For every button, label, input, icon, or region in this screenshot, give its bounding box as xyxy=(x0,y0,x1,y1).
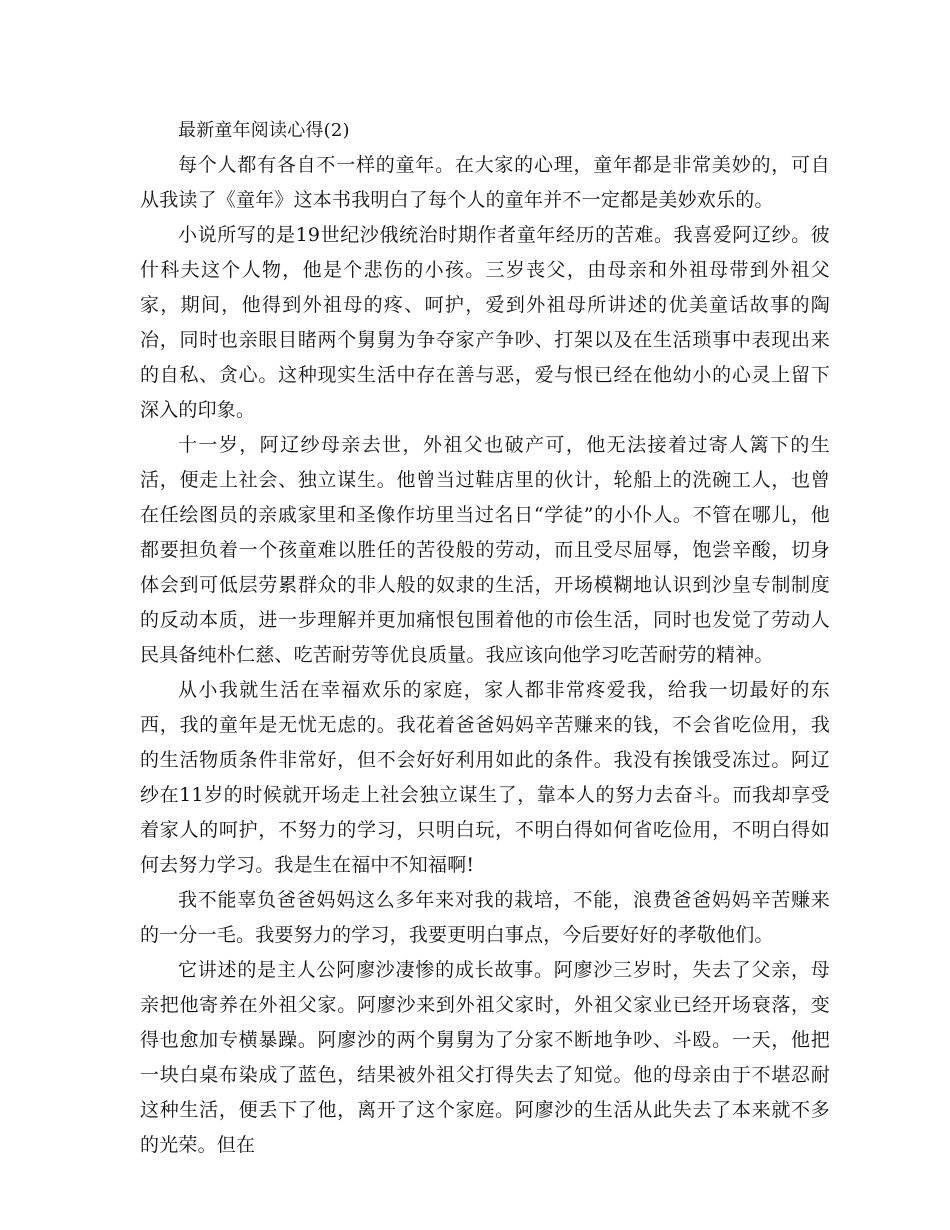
paragraph-4: 从小我就生活在幸福欢乐的家庭，家人都非常疼爱我，给我一切最好的东西，我的童年是无忧无虑的。我花着爸爸妈妈辛苦赚来的钱，不会省吃俭用，我的生活物质条件非常好，但不会好好利用如此的条件。我没有挨饿受冻过。阿辽纱在11岁的时候就开场走上社会独立谋生了，靠本人的努力去奋斗。而我却享受着家人的呵护，不努力的学习，只明白玩，不明白得如何省吃俭用，不明白得如何去努力学习。我是生在福中不知福啊! xyxy=(140,679,830,876)
paragraph-5: 我不能辜负爸爸妈妈这么多年来对我的栽培，不能，浪费爸爸妈妈辛苦赚来的一分一毛。我要努力的学习，我要更明白事点，今后要好好的孝敬他们。 xyxy=(140,889,830,946)
paragraph-1: 每个人都有各自不一样的童年。在大家的心理，童年都是非常美妙的，可自从我读了《童年》这本书我明白了每个人的童年并不一定都是美妙欢乐的。 xyxy=(140,154,830,211)
paragraph-6: 它讲述的是主人公阿廖沙凄惨的成长故事。阿廖沙三岁时，失去了父亲，母亲把他寄养在外祖父家。阿廖沙来到外祖父家时，外祖父家业已经开场衰落，变得也愈加专横暴躁。阿廖沙的两个舅舅为了分家不断地争吵、斗殴。一天，他把一块白桌布染成了蓝色，结果被外祖父打得失去了知觉。他的母亲由于不堪忍耐这种生活，便丢下了他，离开了这个家庭。阿廖沙的生活从此失去了本来就不多的光荣。但在 xyxy=(140,959,830,1156)
paragraph-3: 十一岁，阿辽纱母亲去世，外祖父也破产可，他无法接着过寄人篱下的生活，便走上社会、独立谋生。他曾当过鞋店里的伙计，轮船上的洗碗工人，也曾在任绘图员的亲戚家里和圣像作坊里当过名日“学徒”的小仆人。不管在哪儿，他都要担负着一个孩童难以胜任的苦役般的劳动，而且受尽屈辱，饱尝辛酸，切身体会到可低层劳累群众的非人般的奴隶的生活，开场模糊地认识到沙皇专制制度的反动本质，进一步理解并更加痛恨包围着他的市侩生活，同时也发觉了劳动人民具备纯朴仁慈、吃苦耐劳等优良质量。我应该向他学习吃苦耐劳的精神。 xyxy=(140,434,830,666)
paragraph-2: 小说所写的是19世纪沙俄统治时期作者童年经历的苦难。我喜爱阿辽纱。彼什科夫这个人物，他是个悲伤的小孩。三岁丧父，由母亲和外祖母带到外祖父家，期间，他得到外祖母的疼、呵护，爱到外祖母所讲述的优美童话故事的陶冶，同时也亲眼目睹两个舅舅为争夺家产争吵、打架以及在生活琐事中表现出来的自私、贪心。这种现实生活中存在善与恶，爱与恨已经在他幼小的心灵上留下深入的印象。 xyxy=(140,224,830,421)
document-title: 最新童年阅读心得(2) xyxy=(178,120,350,141)
document-body xyxy=(140,113,830,1163)
